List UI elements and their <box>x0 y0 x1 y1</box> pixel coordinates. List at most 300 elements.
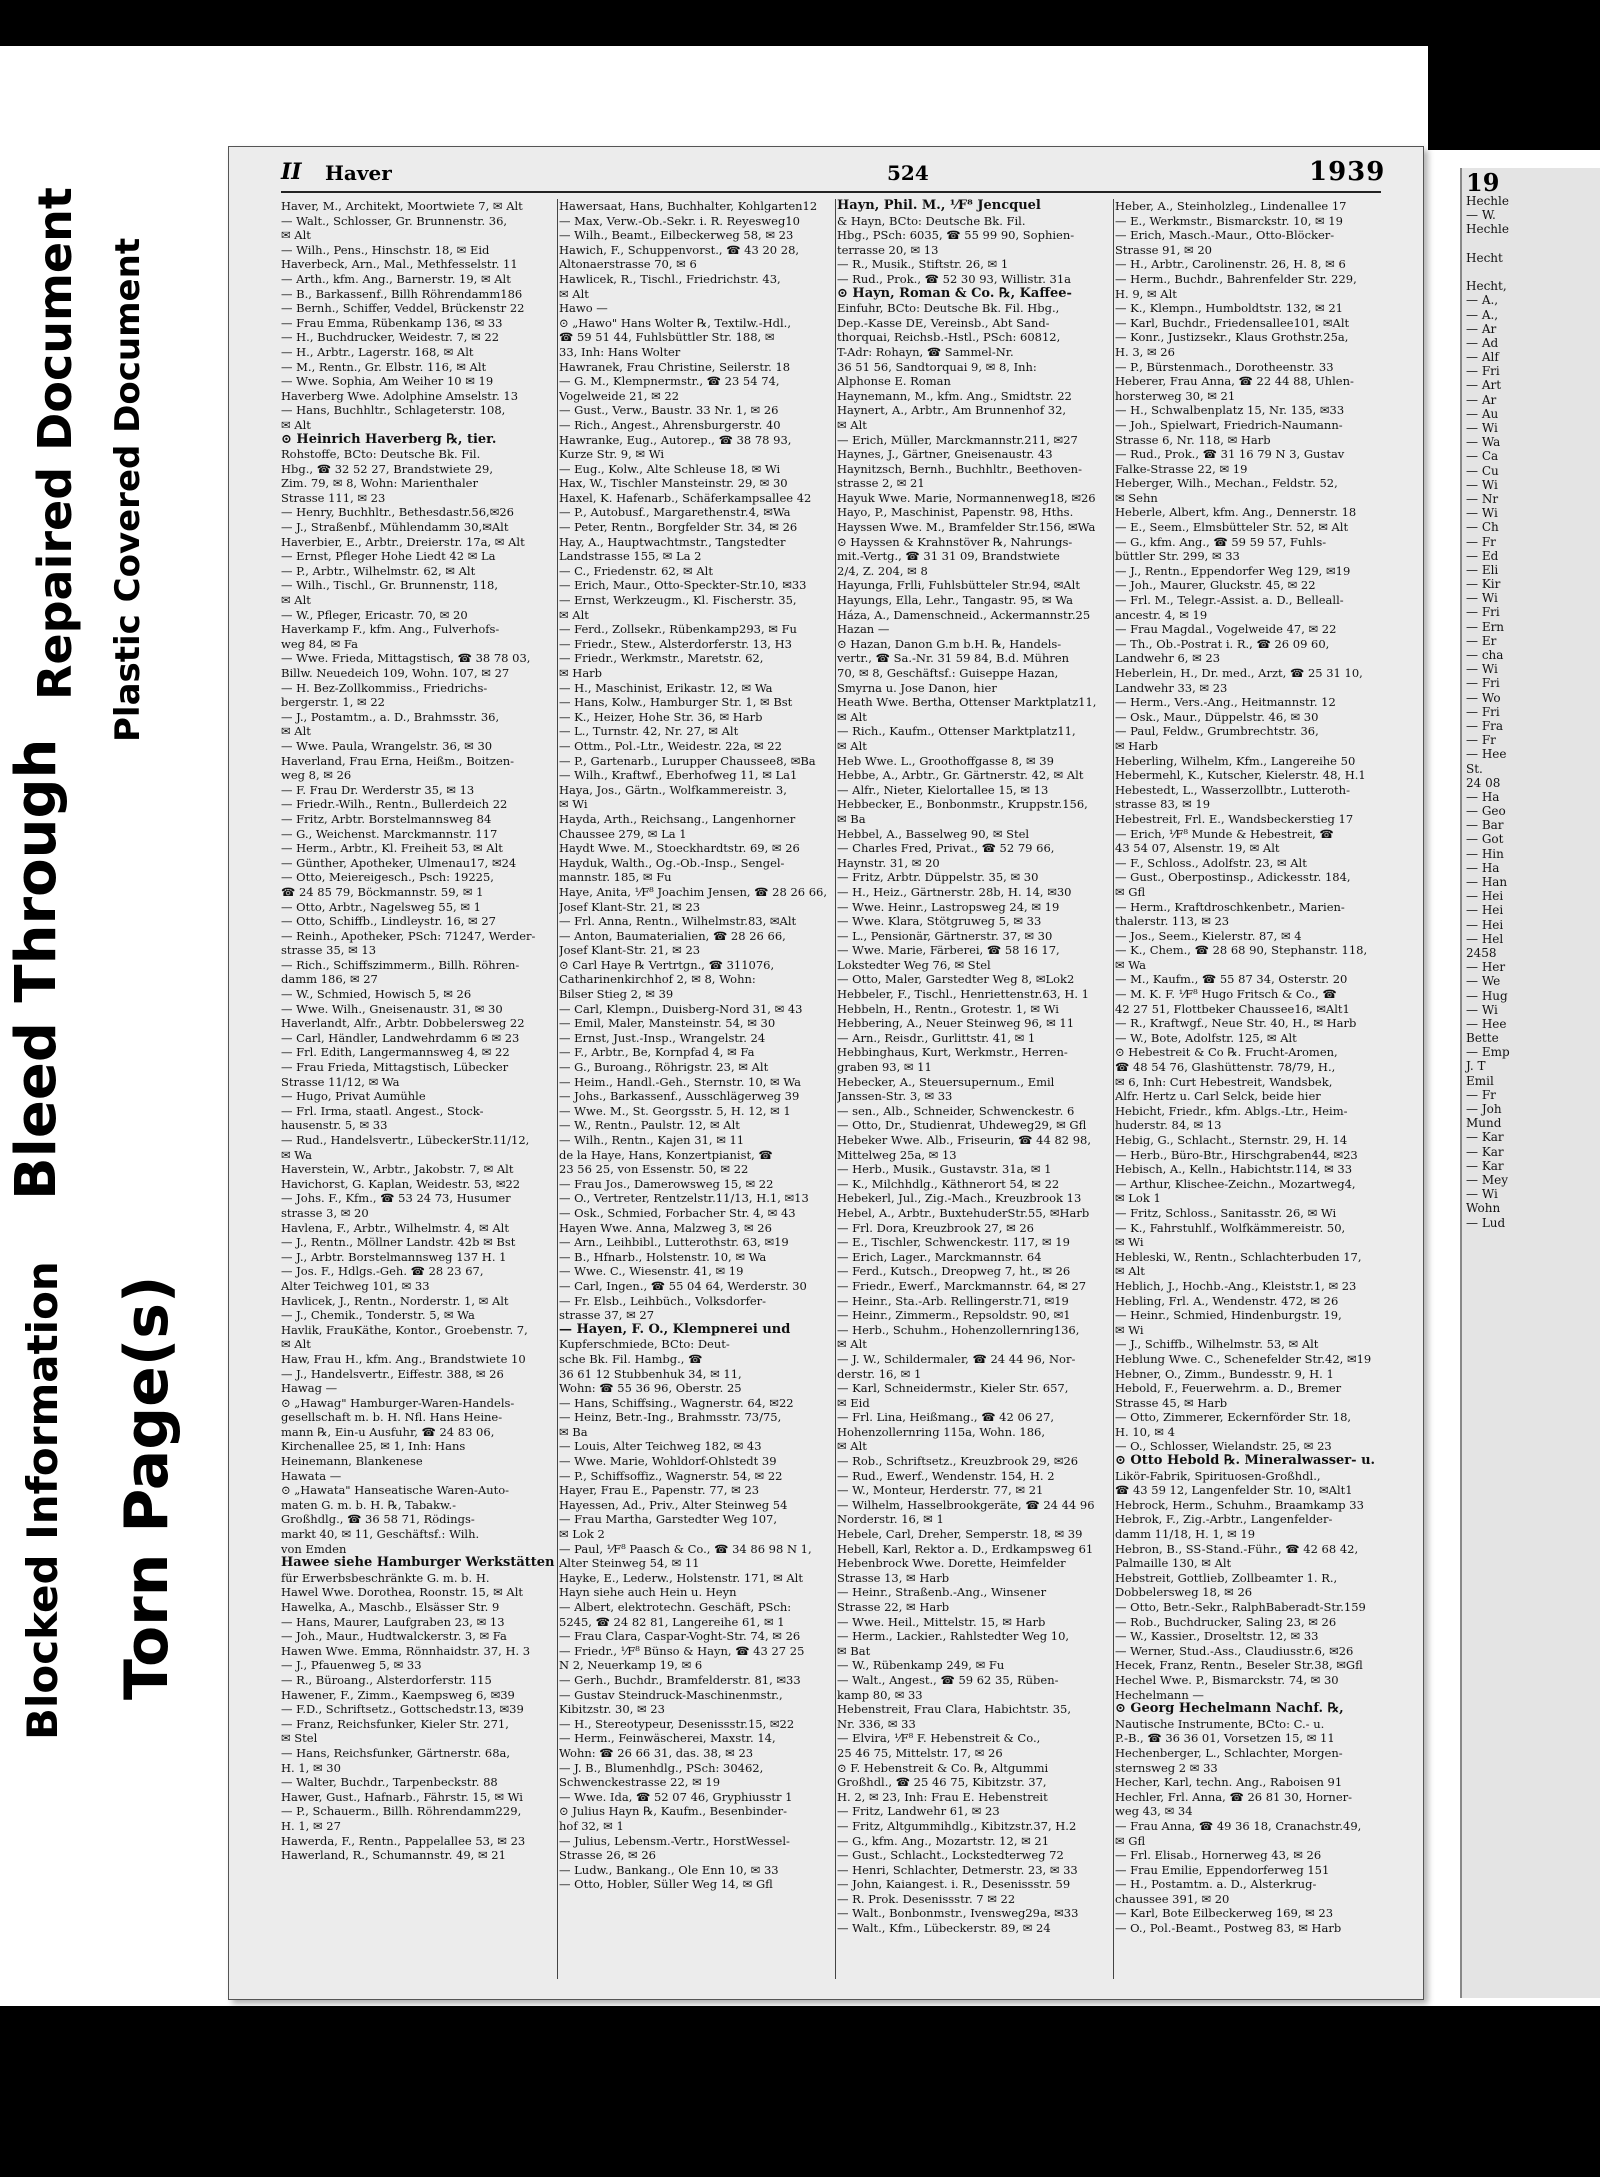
directory-entry: ⊙ F. Hebenstreit & Co. ℞, Altgummi <box>837 1760 1049 1775</box>
directory-entry: Kirchenallee 25, ✉ 1, Inh: Hans <box>281 1439 466 1454</box>
directory-entry: — Peter, Rentn., Borgfelder Str. 34, ✉ 26 <box>559 520 798 535</box>
adjacent-page-line: — Emp <box>1466 1045 1510 1060</box>
adjacent-page-line: — Hee <box>1466 747 1507 762</box>
directory-entry: ⊙ Julius Hayn ℞, Kaufm., Besenbinder- <box>559 1804 788 1819</box>
directory-entry: Hechel Wwe. P., Bismarckstr. 74, ✉ 30 <box>1115 1672 1339 1687</box>
directory-entry: ✉ Alt <box>281 593 311 608</box>
directory-entry: — W., Kassier., Droseltstr. 12, ✉ 33 <box>1115 1629 1319 1644</box>
directory-entry: Kibitzstr. 30, ✉ 23 <box>559 1702 665 1717</box>
adjacent-page-line: — Wi <box>1466 591 1498 606</box>
directory-entry: Hax, W., Tischler Mansteinstr. 29, ✉ 30 <box>559 476 788 491</box>
directory-entry: — H., Schwalbenplatz 15, Nr. 135, ✉33 <box>1115 403 1345 418</box>
directory-entry: — Th., Ob.-Postrat i. R., ☎ 26 09 60, <box>1115 636 1330 651</box>
directory-entry: — R., Kraftwgf., Neue Str. 40, H., ✉ Harb <box>1115 1016 1357 1031</box>
adjacent-page-line: — Fri <box>1466 364 1500 379</box>
directory-entry: — Heinr., Straßenb.-Ang., Winsener <box>837 1585 1047 1600</box>
directory-entry: — Emil, Maler, Mansteinstr. 54, ✉ 30 <box>559 1016 776 1031</box>
directory-entry: Haver, M., Architekt, Moortwiete 7, ✉ Alt <box>281 199 523 213</box>
directory-entry: Haverkamp F., kfm. Ang., Fulverhofs- <box>281 622 500 637</box>
directory-entry: H. 2, ✉ 23, Inh: Frau E. Hebenstreit <box>837 1789 1048 1804</box>
directory-entry: Hebbecker, E., Bonbonmstr., Kruppstr.156, <box>837 797 1088 812</box>
adjacent-page-year: 19 <box>1466 168 1500 197</box>
directory-entry: Catharinenkirchhof 2, ✉ 8, Wohn: <box>559 972 756 987</box>
directory-entry: — Karl, Buchdr., Friedensallee101, ✉Alt <box>1115 315 1350 330</box>
directory-entry: ⊙ „Hawag" Hamburger-Waren-Handels- <box>281 1395 515 1410</box>
directory-entry: Großhdlg., ☎ 36 58 71, Rödings- <box>281 1512 475 1527</box>
directory-entry: sche Bk. Fil. Hambg., ☎ <box>559 1351 703 1366</box>
directory-entry: Hebling, Frl. A., Wendenstr. 472, ✉ 26 <box>1115 1293 1339 1308</box>
adjacent-page-line: — Ar <box>1466 392 1497 407</box>
directory-entry: Heb Wwe. L., Groothoffgasse 8, ✉ 39 <box>837 753 1054 768</box>
column-divider <box>1113 199 1114 1979</box>
directory-entry: — K., Milchhdlg., Käthnerort 54, ✉ 22 <box>837 1176 1060 1191</box>
adjacent-page-line: — We <box>1466 974 1501 989</box>
directory-entry: — P., Schiffsoffiz., Wagnerstr. 54, ✉ 22 <box>559 1468 783 1483</box>
directory-entry: Wohn: ☎ 26 66 31, das. 38, ✉ 23 <box>559 1745 754 1760</box>
adjacent-page-line: — Art <box>1466 378 1502 393</box>
directory-entry: Havichorst, G. Kaplan, Weidestr. 53, ✉22 <box>281 1176 521 1191</box>
adjacent-page-line: — Lud <box>1466 1215 1506 1230</box>
directory-entry: Hechler, Frl. Anna, ☎ 26 81 30, Horner- <box>1115 1789 1353 1804</box>
adjacent-page-line: — Ha <box>1466 860 1500 875</box>
adjacent-page-line: — Fri <box>1466 676 1500 691</box>
directory-entry: — R., Büroang., Alsterdorferstr. 115 <box>281 1672 492 1687</box>
directory-entry: strasse 2, ✉ 21 <box>837 476 925 491</box>
directory-entry: — sen., Alb., Schneider, Schwenckestr. 6 <box>837 1103 1075 1118</box>
directory-entry: ✉ Harb <box>559 666 603 680</box>
directory-entry: — Frl. Anna, Rentn., Wilhelmstr.83, ✉Alt <box>559 914 797 929</box>
adjacent-page-line: — Wi <box>1466 477 1498 492</box>
directory-entry: Haya, Jos., Gärtn., Wolfkammereistr. 3, <box>559 782 787 797</box>
directory-entry: — Ludw., Bankang., Ole Enn 10, ✉ 33 <box>559 1862 779 1877</box>
adjacent-page-line: — Fr <box>1466 534 1496 549</box>
directory-entry: Hawee siehe Hamburger Werkstätten <box>281 1556 555 1571</box>
directory-entry: H. 1, ✉ 30 <box>281 1760 341 1775</box>
directory-entry: — Konr., Justizsekr., Klaus Grothstr.25a, <box>1115 330 1349 345</box>
directory-entry: Hebrok, F., Zig.-Arbtr., Langenfelder- <box>1115 1512 1333 1527</box>
directory-entry: Hebbering, A., Neuer Steinweg 96, ✉ 11 <box>837 1016 1075 1031</box>
directory-entry: 25 46 75, Mittelstr. 17, ✉ 26 <box>837 1745 1003 1760</box>
directory-entry: — J., Rentn., Eppendorfer Weg 129, ✉19 <box>1115 563 1351 578</box>
adjacent-page-line: — Ca <box>1466 449 1499 464</box>
adjacent-page-line: — A., <box>1466 293 1499 308</box>
directory-entry: Dobbelersweg 18, ✉ 26 <box>1115 1585 1253 1600</box>
adjacent-page-line: — Hei <box>1466 889 1504 904</box>
directory-entry: — Heinr., Sta.-Arb. Rellingerstr.71, ✉19 <box>837 1293 1069 1308</box>
directory-entry: — Henry, Buchhltr., Bethesdastr.56,✉26 <box>281 505 514 520</box>
directory-entry: — Rud., Prok., ☎ 52 30 93, Willistr. 31a <box>837 271 1072 286</box>
directory-entry: Hayo, P., Maschinist, Papenstr. 98, Hths. <box>837 505 1074 520</box>
directory-entry: Hawranek, Frau Christine, Seilerstr. 18 <box>559 359 791 374</box>
directory-entry: — Rud., Prok., ☎ 31 16 79 N 3, Gustav <box>1115 447 1345 462</box>
directory-entry: — Arn., Leihbibl., Lutterothstr. 63, ✉19 <box>559 1235 789 1250</box>
directory-entry: terrasse 20, ✉ 13 <box>837 242 939 257</box>
adjacent-page-line: Hechle <box>1466 194 1509 208</box>
directory-entry: — Arthur, Klischee-Zeichn., Mozartweg4, <box>1115 1176 1356 1191</box>
directory-entry: ✉ Wa <box>281 1147 312 1162</box>
directory-entry: — Heinr., Schmied, Hindenburgstr. 19, <box>1115 1308 1342 1323</box>
directory-entry: Hayduk, Walth., Og.-Ob.-Insp., Sengel- <box>559 855 785 870</box>
directory-entry: — Fritz, Arbtr. Düppelstr. 35, ✉ 30 <box>837 870 1039 885</box>
directory-entry: Havlik, FrauKäthe, Kontor., Groebenstr. 7, <box>281 1322 528 1337</box>
directory-entry: — Wwe. Heinr., Lastropsweg 24, ✉ 19 <box>837 899 1060 914</box>
directory-entry: P.-B., ☎ 36 36 01, Vorsetzen 15, ✉ 11 <box>1115 1731 1335 1746</box>
adjacent-page-line: — Got <box>1466 832 1504 847</box>
directory-entry: ✉ Alt <box>837 1337 867 1352</box>
adjacent-page-line: — Hel <box>1466 931 1504 946</box>
directory-entry: Haynitzsch, Bernh., Buchhltr., Beethoven- <box>837 461 1082 476</box>
directory-entry: Haverlandt, Alfr., Arbtr. Dobbelersweg 22 <box>281 1016 525 1031</box>
directory-entry: — Wilh., Pens., Hinschstr. 18, ✉ Eid <box>281 242 490 257</box>
directory-entry: Hebbel, A., Basselweg 90, ✉ Stel <box>837 826 1030 841</box>
directory-entry: Nr. 336, ✉ 33 <box>837 1716 916 1731</box>
adjacent-page-edge <box>1460 168 1600 1998</box>
directory-entry: ✉ Alt <box>837 417 867 432</box>
directory-entry: Haverland, Frau Erna, Heißm., Boitzen- <box>281 753 515 768</box>
directory-entry: T-Adr: Rohayn, ☎ Sammel-Nr. <box>837 344 1014 359</box>
directory-entry: gesellschaft m. b. H. Nfl. Hans Heine- <box>281 1410 503 1425</box>
directory-entry: ☎ 48 54 76, Glashüttenstr. 78/79, H., <box>1115 1060 1336 1075</box>
directory-entry: ✉ Alt <box>281 724 311 739</box>
directory-entry: Hebbeler, F., Tischl., Henriettenstr.63, H. 1 <box>837 987 1089 1002</box>
directory-entry: — M. K. F. ⅟F⁸ Hugo Fritsch & Co., ☎ <box>1115 987 1337 1002</box>
directory-entry: Falke-Strasse 22, ✉ 19 <box>1115 461 1248 476</box>
adjacent-page-line: St. <box>1466 761 1483 776</box>
directory-entry: — John, Kaiangest. i. R., Desenissstr. 59 <box>837 1877 1071 1892</box>
directory-entry: — Walt., Bonbonmstr., Ivensweg29a, ✉33 <box>837 1906 1079 1921</box>
directory-entry: graben 93, ✉ 11 <box>837 1060 932 1075</box>
adjacent-page-line: — Kar <box>1466 1130 1504 1145</box>
adjacent-page-line: — Fr <box>1466 733 1496 748</box>
directory-entry: büttler Str. 299, ✉ 33 <box>1115 549 1240 564</box>
directory-entry: strasse 35, ✉ 13 <box>281 943 377 958</box>
directory-entry: Janssen-Str. 3, ✉ 33 <box>837 1089 953 1104</box>
directory-entry: — Friedr., Stew., Alsterdorferstr. 13, H3 <box>559 636 792 651</box>
directory-entry: ✉ Alt <box>559 286 589 301</box>
directory-entry: ✉ Alt <box>837 738 867 753</box>
directory-entry: — R. Prok. Desenissstr. 7 ✉ 22 <box>837 1891 1016 1906</box>
directory-entry: — Wilh., Rentn., Kajen 31, ✉ 11 <box>559 1133 745 1147</box>
directory-entry: — Frl. Dora, Kreuzbrook 27, ✉ 26 <box>837 1220 1034 1235</box>
adjacent-page-line: — Fr <box>1466 1087 1496 1102</box>
directory-entry: — J., Pfauenweg 5, ✉ 33 <box>281 1658 422 1673</box>
adjacent-page-line: — Joh <box>1466 1102 1502 1116</box>
directory-entry: — Otto, Schiffb., Lindleystr. 16, ✉ 27 <box>281 914 496 929</box>
adjacent-page-line: — Wi <box>1466 1002 1498 1017</box>
adjacent-page-lines <box>1462 194 1600 1230</box>
directory-entry: Josef Klant-Str. 21, ✉ 23 <box>559 899 701 914</box>
directory-entry: — Louis, Alter Teichweg 182, ✉ 43 <box>559 1439 762 1454</box>
directory-entry: — Carl, Ingen., ☎ 55 04 64, Werderstr. 30 <box>559 1278 807 1293</box>
directory-entry: ✉ Bat <box>837 1643 871 1658</box>
adjacent-page-line: 2458 <box>1466 945 1497 960</box>
notice-bleed-through: Bleed Through <box>4 738 69 1200</box>
directory-entry: Billw. Neuedeich 109, Wohn. 107, ✉ 27 <box>281 666 510 680</box>
directory-entry: — Walt., Kfm., Lübeckerstr. 89, ✉ 24 <box>837 1921 1051 1936</box>
directory-entry: — Wilh., Tischl., Gr. Brunnenstr, 118, <box>281 578 499 593</box>
directory-entry: — Herm., Vers.-Ang., Heitmannstr. 12 <box>1115 695 1336 710</box>
directory-entry: Hecek, Franz, Rentn., Beseler Str.38, ✉Gfl <box>1115 1658 1363 1673</box>
directory-entry: — Elvira, ⅟F⁸ F. Hebenstreit & Co., <box>837 1731 1041 1746</box>
directory-entry: — Joh., Maur., Hudtwalckerstr. 3, ✉ Fa <box>281 1629 507 1644</box>
directory-entry: Heath Wwe. Bertha, Ottenser Marktplatz11, <box>837 695 1097 710</box>
directory-entry: Hayn, Phil. M., ⅟F⁸ Jencquel <box>837 199 1041 213</box>
directory-entry: hof 32, ✉ 1 <box>559 1818 624 1833</box>
directory-entry: vertr., ☎ Sa.-Nr. 31 59 84, B.d. Mühren <box>837 651 1070 666</box>
directory-entry: — K., Fahrstuhlf., Wolfkämmereistr. 50, <box>1115 1220 1346 1235</box>
running-head: Haver <box>325 161 392 185</box>
adjacent-page-line: — Hug <box>1466 988 1508 1003</box>
directory-entry: Alter Teichweg 101, ✉ 33 <box>281 1278 430 1293</box>
scan-border-right <box>1428 0 1600 150</box>
directory-entry: — H., Stereotypeur, Desenissstr.15, ✉22 <box>559 1716 795 1731</box>
directory-entry: — M., Kaufm., ☎ 55 87 34, Osterstr. 20 <box>1115 972 1348 987</box>
directory-entry: — Jos., Seem., Kielerstr. 87, ✉ 4 <box>1115 928 1302 943</box>
directory-entry: — Hayen, F. O., Klempnerei und <box>559 1322 791 1337</box>
directory-entry: Hebbe, A., Arbtr., Gr. Gärtnerstr. 42, ✉ Alt <box>837 768 1084 783</box>
directory-entry: Hohenzollernring 115a, Wohn. 186, <box>837 1424 1046 1439</box>
directory-entry: — G., Buroang., Röhrigstr. 23, ✉ Alt <box>559 1060 769 1075</box>
directory-entry: Heber, A., Steinholzleg., Lindenallee 17 <box>1115 199 1347 213</box>
directory-entry: für Erwerbsbeschränkte G. m. b. H. <box>281 1570 490 1585</box>
directory-entry: — Wwe. Heil., Mittelstr. 15, ✉ Harb <box>837 1614 1046 1629</box>
directory-entry: — Hans, Buchhltr., Schlageterstr. 108, <box>281 403 506 418</box>
directory-entry: horsterweg 30, ✉ 21 <box>1115 388 1236 403</box>
directory-entry: Nautische Instrumente, BCto: C.- u. <box>1115 1716 1325 1731</box>
directory-entry: ✉ Eid <box>837 1395 870 1410</box>
directory-entry: Hebekerl, Jul., Zig.-Mach., Kreuzbrook 13 <box>837 1191 1082 1206</box>
directory-entry: derstr. 16, ✉ 1 <box>837 1366 922 1381</box>
directory-entry: markt 40, ✉ 11, Geschäftsf.: Wilh. <box>281 1527 480 1542</box>
directory-entry: ☎ 59 51 44, Fuhlsbüttler Str. 188, ✉ <box>559 330 775 345</box>
directory-entry: — Wwe. C., Wiesenstr. 41, ✉ 19 <box>559 1264 744 1279</box>
adjacent-page-line <box>1462 237 1600 251</box>
directory-entry: Hayunga, Frlli, Fuhlsbütteler Str.94, ✉Alt <box>837 578 1080 593</box>
header-rule <box>281 191 1381 193</box>
directory-entry: ✉ Wi <box>559 797 588 812</box>
adjacent-page-line: — Kar <box>1466 1144 1504 1159</box>
directory-entry: ✉ Ba <box>559 1424 588 1439</box>
directory-entry: — Frau Martha, Garstedter Weg 107, <box>559 1512 777 1527</box>
directory-entry: ✉ Lok 1 <box>1115 1191 1161 1206</box>
directory-entry: — Frau Jos., Damerowsweg 15, ✉ 22 <box>559 1176 774 1191</box>
directory-entry: Heinemann, Blankenese <box>281 1454 423 1469</box>
column-divider <box>835 199 836 1979</box>
directory-entry: — Paul, ⅟F⁸ Paasch & Co., ☎ 34 86 98 N 1, <box>559 1541 812 1556</box>
directory-entry: — Herm., Buchdr., Bahrenfelder Str. 229, <box>1115 271 1357 286</box>
directory-entry: Einfuhr, BCto: Deutsche Bk. Fil. Hbg., <box>837 301 1060 316</box>
directory-entry: ✉ Alt <box>837 1439 867 1454</box>
directory-entry: — Ferd., Zollsekr., Rübenkamp293, ✉ Fu <box>559 622 797 637</box>
adjacent-page-line: — Ern <box>1466 619 1505 634</box>
directory-entry: ✉ Gfl <box>1115 1833 1146 1848</box>
directory-entry: Schwenckestrasse 22, ✉ 19 <box>559 1775 721 1790</box>
directory-entry: — Frl. M., Telegr.-Assist. a. D., Belleall- <box>1115 593 1344 608</box>
adjacent-page-line: — Hei <box>1466 917 1504 932</box>
directory-entry: sternsweg 2 ✉ 33 <box>1115 1760 1218 1775</box>
directory-entry: — Frl. Edith, Langermannsweg 4, ✉ 22 <box>281 1045 510 1060</box>
directory-entry: Landwehr 6, ✉ 23 <box>1115 651 1221 666</box>
directory-entry: Haverberg Wwe. Adolphine Amselstr. 13 <box>281 388 519 403</box>
directory-entry: ancestr. 4, ✉ 19 <box>1115 607 1208 622</box>
directory-entry: Hebisch, A., Kelln., Habichtstr.114, ✉ 33 <box>1115 1162 1353 1177</box>
directory-entry: — J. B., Blumenhdlg., PSch: 30462, <box>559 1760 764 1775</box>
directory-entry: Hebenstreit, Frau Clara, Habichtstr. 35, <box>837 1702 1071 1717</box>
adjacent-page-line: — Geo <box>1466 804 1506 819</box>
directory-entry: 42 27 51, Flottbeker Chaussee16, ✉Alt1 <box>1115 1001 1350 1016</box>
page-header <box>281 157 1386 187</box>
directory-entry: ✉ Alt <box>281 1337 311 1352</box>
directory-entry: — Ottm., Pol.-Ltr., Weidestr. 22a, ✉ 22 <box>559 738 782 753</box>
adjacent-page-line: — Fra <box>1466 718 1504 733</box>
directory-entry: — L., Turnstr. 42, Nr. 27, ✉ Alt <box>559 724 739 739</box>
scan-border-bottom <box>0 2006 1600 2177</box>
directory-entry: Heberling, Wilhelm, Kfm., Langereihe 50 <box>1115 753 1356 768</box>
directory-entry: ✉ Gfl <box>1115 884 1146 899</box>
adjacent-page-line: Mund <box>1466 1116 1502 1131</box>
directory-entry: bergerstr. 1, ✉ 22 <box>281 695 385 710</box>
directory-entry: H. 9, ✉ Alt <box>1115 286 1177 301</box>
directory-entry: — W., Pfleger, Ericastr. 70, ✉ 20 <box>281 607 468 622</box>
directory-entry: — O., Schlosser, Wielandstr. 25, ✉ 23 <box>1115 1439 1332 1454</box>
directory-entry: — Rich., Schiffszimmerm., Billh. Röhren- <box>281 957 520 972</box>
directory-entry: Strasse 13, ✉ Harb <box>837 1570 950 1585</box>
directory-entry: — G., Weichenst. Marckmannstr. 117 <box>281 826 498 841</box>
directory-entry: Hawener, F., Zimm., Kaempsweg 6, ✉39 <box>281 1687 515 1702</box>
directory-entry: ✉ Alt <box>1115 1264 1145 1279</box>
directory-entry: — Herm., Feinwäscherei, Maxstr. 14, <box>559 1731 776 1746</box>
directory-entry: — Bernh., Schiffer, Veddel, Brückenstr 22 <box>281 301 525 316</box>
adjacent-page-line: — Her <box>1466 960 1506 975</box>
directory-entry: Chaussee 279, ✉ La 1 <box>559 826 687 841</box>
directory-entry: thalerstr. 113, ✉ 23 <box>1115 914 1230 929</box>
directory-entry: — Wilh., Kraftwf., Eberhofweg 11, ✉ La1 <box>559 768 798 783</box>
directory-entry: Lokstedter Weg 76, ✉ Stel <box>837 957 991 972</box>
directory-entry: Hebleski, W., Rentn., Schlachterbuden 17, <box>1115 1249 1362 1264</box>
directory-entry: — Eug., Kolw., Alte Schleuse 18, ✉ Wi <box>559 461 781 476</box>
directory-entry: — E., Werkmstr., Bismarckstr. 10, ✉ 19 <box>1115 213 1343 228</box>
directory-entry: — Jos. F., Hdlgs.-Geh. ☎ 28 23 67, <box>281 1264 484 1279</box>
directory-entry: — Frau Frieda, Mittagstisch, Lübecker <box>281 1060 509 1075</box>
directory-entry: ⊙ Hayssen & Krahnstöver ℞, Nahrungs- <box>837 534 1073 549</box>
directory-entry: — Frau Anna, ☎ 49 36 18, Cranachstr.49, <box>1115 1818 1362 1833</box>
directory-entry: Hechenberger, L., Schlachter, Morgen- <box>1115 1745 1343 1760</box>
directory-entry: Hayungs, Ella, Lehr., Tangastr. 95, ✉ Wa <box>837 593 1073 608</box>
directory-entry: — Ernst, Pfleger Hohe Liedt 42 ✉ La <box>281 549 496 564</box>
directory-entry: Hayssen Wwe. M., Bramfelder Str.156, ✉Wa <box>837 520 1096 535</box>
directory-entry: Hawer, Gust., Hafnarb., Fährstr. 15, ✉ Wi <box>281 1789 523 1804</box>
directory-entry: — W., Schmied, Howisch 5, ✉ 26 <box>281 987 472 1002</box>
adjacent-page-line: — Han <box>1466 875 1508 889</box>
directory-entry: Kupferschmiede, BCto: Deut- <box>559 1337 730 1352</box>
directory-entry: — Arn., Reisdr., Gurlittstr. 41, ✉ 1 <box>837 1030 1036 1045</box>
directory-entry: — Heinr., Zimmerm., Repsoldstr. 90, ✉1 <box>837 1308 1071 1323</box>
adjacent-page-line: — Wa <box>1466 435 1501 450</box>
directory-entry: — J., Straßenbf., Mühlendamm 30,✉Alt <box>281 520 509 535</box>
directory-entry: hausenstr. 5, ✉ 33 <box>281 1118 388 1133</box>
directory-entry: — Gerh., Buchdr., Bramfelderstr. 81, ✉33 <box>559 1672 801 1687</box>
directory-entry: — Friedr.-Wilh., Rentn., Bullerdeich 22 <box>281 797 508 812</box>
directory-entry: ⊙ „Hawo" Hans Wolter ℞, Textilw.-Hdl., <box>559 315 791 330</box>
directory-entry: — H., Arbtr., Carolinenstr. 26, H. 8, ✉ 6 <box>1115 257 1346 272</box>
directory-entry: Haverstein, W., Arbtr., Jakobstr. 7, ✉ Alt <box>281 1162 514 1177</box>
directory-entry: Háza, A., Damenschneid., Ackermannstr.25 <box>837 607 1091 622</box>
directory-entry: Strasse 11/12, ✉ Wa <box>281 1074 400 1089</box>
directory-entry: — Joh., Maurer, Gluckstr. 45, ✉ 22 <box>1115 578 1316 593</box>
directory-entry: Strasse 26, ✉ 26 <box>559 1848 656 1863</box>
adjacent-page-line: Emil <box>1466 1073 1494 1088</box>
directory-entry: — H., Buchdrucker, Weidestr. 7, ✉ 22 <box>281 330 500 345</box>
directory-entry: — F.D., Schriftsetz., Gottschedstr.13, ✉39 <box>281 1702 524 1717</box>
directory-entry: — Albert, elektrotechn. Geschäft, PSch: <box>559 1600 792 1614</box>
directory-entry: Haynstr. 31, ✉ 20 <box>837 855 940 870</box>
directory-entry: Hawerda, F., Rentn., Pappelallee 53, ✉ 23 <box>281 1833 526 1848</box>
directory-entry: ✉ Alt <box>281 417 311 432</box>
directory-entry: thorquai, Reichsb.-Hstl., PSch: 60812, <box>837 330 1061 345</box>
directory-entry: Hazan — <box>837 622 890 637</box>
directory-entry: — Herb., Büro-Btr., Hirschgraben44, ✉23 <box>1115 1147 1358 1162</box>
directory-entry: Hay, A., Hauptwachtmstr., Tangstedter <box>559 534 786 549</box>
directory-entry: Alfr. Hertz u. Carl Selck, beide hier <box>1115 1089 1321 1104</box>
directory-entry: ⊙ Heinrich Haverberg ℞, tier. <box>281 432 497 447</box>
directory-entry: 36 51 56, Sandtorquai 9, ✉ 8, Inh: <box>837 359 1037 374</box>
directory-entry: — Wwe. Frieda, Mittagstisch, ☎ 38 78 03, <box>281 651 531 666</box>
directory-entry: Hebbeln, H., Rentn., Grotestr. 1, ✉ Wi <box>837 1001 1059 1016</box>
directory-entry: Strasse 6, Nr. 118, ✉ Harb <box>1115 432 1271 447</box>
directory-entry: — H., Postamtm. a. D., Alsterkrug- <box>1115 1877 1317 1892</box>
directory-entry: — Wwe. Klara, Stötgruweg 5, ✉ 33 <box>837 914 1042 929</box>
directory-entry: Hayda, Arth., Reichsang., Langenhorner <box>559 811 796 826</box>
directory-entry: — Henri, Schlachter, Detmerstr. 23, ✉ 33 <box>837 1862 1078 1877</box>
directory-entry: huderstr. 84, ✉ 13 <box>1115 1118 1222 1133</box>
directory-entry: — J., Schiffb., Wilhelmstr. 53, ✉ Alt <box>1115 1337 1319 1352</box>
directory-entry: Kurze Str. 9, ✉ Wi <box>559 447 665 462</box>
directory-entry: — Hans, Kolw., Hamburger Str. 1, ✉ Bst <box>559 695 793 710</box>
directory-entry: ⊙ Otto Hebold ℞. Mineralwasser- u. <box>1115 1454 1376 1469</box>
directory-entry: Hayessen, Ad., Priv., Alter Steinweg 54 <box>559 1497 788 1512</box>
directory-entry: 23 56 25, von Essenstr. 50, ✉ 22 <box>559 1162 749 1177</box>
directory-entry: — Otto, Zimmerer, Eckernförder Str. 18, <box>1115 1410 1352 1425</box>
directory-entry: ⊙ Georg Hechelmann Nachf. ℞, <box>1115 1702 1344 1717</box>
directory-entry: — Erich, Maur., Otto-Speckter-Str.10, ✉33 <box>559 578 807 593</box>
directory-entry: — Erich, Lager., Marckmannstr. 64 <box>837 1249 1042 1264</box>
directory-entry: — K., Chem., ☎ 28 68 90, Stephanstr. 118, <box>1115 943 1368 958</box>
directory-entry: Hebner, O., Zimm., Bundesstr. 9, H. 1 <box>1115 1366 1334 1381</box>
directory-entry: — Wwe. Marie, Färberei, ☎ 58 16 17, <box>837 943 1060 958</box>
adjacent-page-line: — Ch <box>1466 520 1499 535</box>
directory-entry: ✉ Wi <box>1115 1235 1144 1250</box>
directory-entry: — Karl, Schneidermstr., Kieler Str. 657, <box>837 1381 1069 1396</box>
directory-entry: — Fritz, Landwehr 61, ✉ 23 <box>837 1804 1000 1819</box>
directory-entry: — M., Rentn., Gr. Elbstr. 116, ✉ Alt <box>281 359 487 374</box>
directory-entry: Palmaille 130, ✉ Alt <box>1115 1556 1232 1571</box>
directory-entry: — B., Barkassenf., Billh Röhrendamm186 <box>281 286 523 301</box>
directory-entry: ✉ Sehn <box>1115 490 1158 505</box>
directory-entry: — Herm., Kraftdroschkenbetr., Marien- <box>1115 899 1345 914</box>
directory-entry: — W., Rentn., Paulstr. 12, ✉ Alt <box>559 1118 740 1133</box>
adjacent-page-line: — Wi <box>1466 421 1498 435</box>
directory-entry: Alphonse E. Roman <box>837 374 951 389</box>
directory-entry: Hbg., PSch: 6035, ☎ 55 99 90, Sophien- <box>837 228 1075 243</box>
directory-entry: — G., kfm. Ang., ☎ 59 59 57, Fuhls- <box>1115 534 1327 549</box>
directory-entry: — Otto, Hobler, Süller Weg 14, ✉ Gfl <box>559 1877 773 1892</box>
directory-entry: Likör-Fabrik, Spirituosen-Großhdl., <box>1115 1468 1321 1483</box>
directory-entry: — Fritz, Arbtr. Borstelmannsweg 84 <box>281 811 492 826</box>
directory-entry: — Gust., Verw., Baustr. 33 Nr. 1, ✉ 26 <box>559 403 779 418</box>
directory-entry: 2/4, Z. 204, ✉ 8 <box>837 563 928 578</box>
directory-entry: mann ℞, Ein-u Ausfuhr, ☎ 24 83 06, <box>281 1424 495 1439</box>
directory-entry: damm 11/18, H. 1, ✉ 19 <box>1115 1527 1256 1542</box>
